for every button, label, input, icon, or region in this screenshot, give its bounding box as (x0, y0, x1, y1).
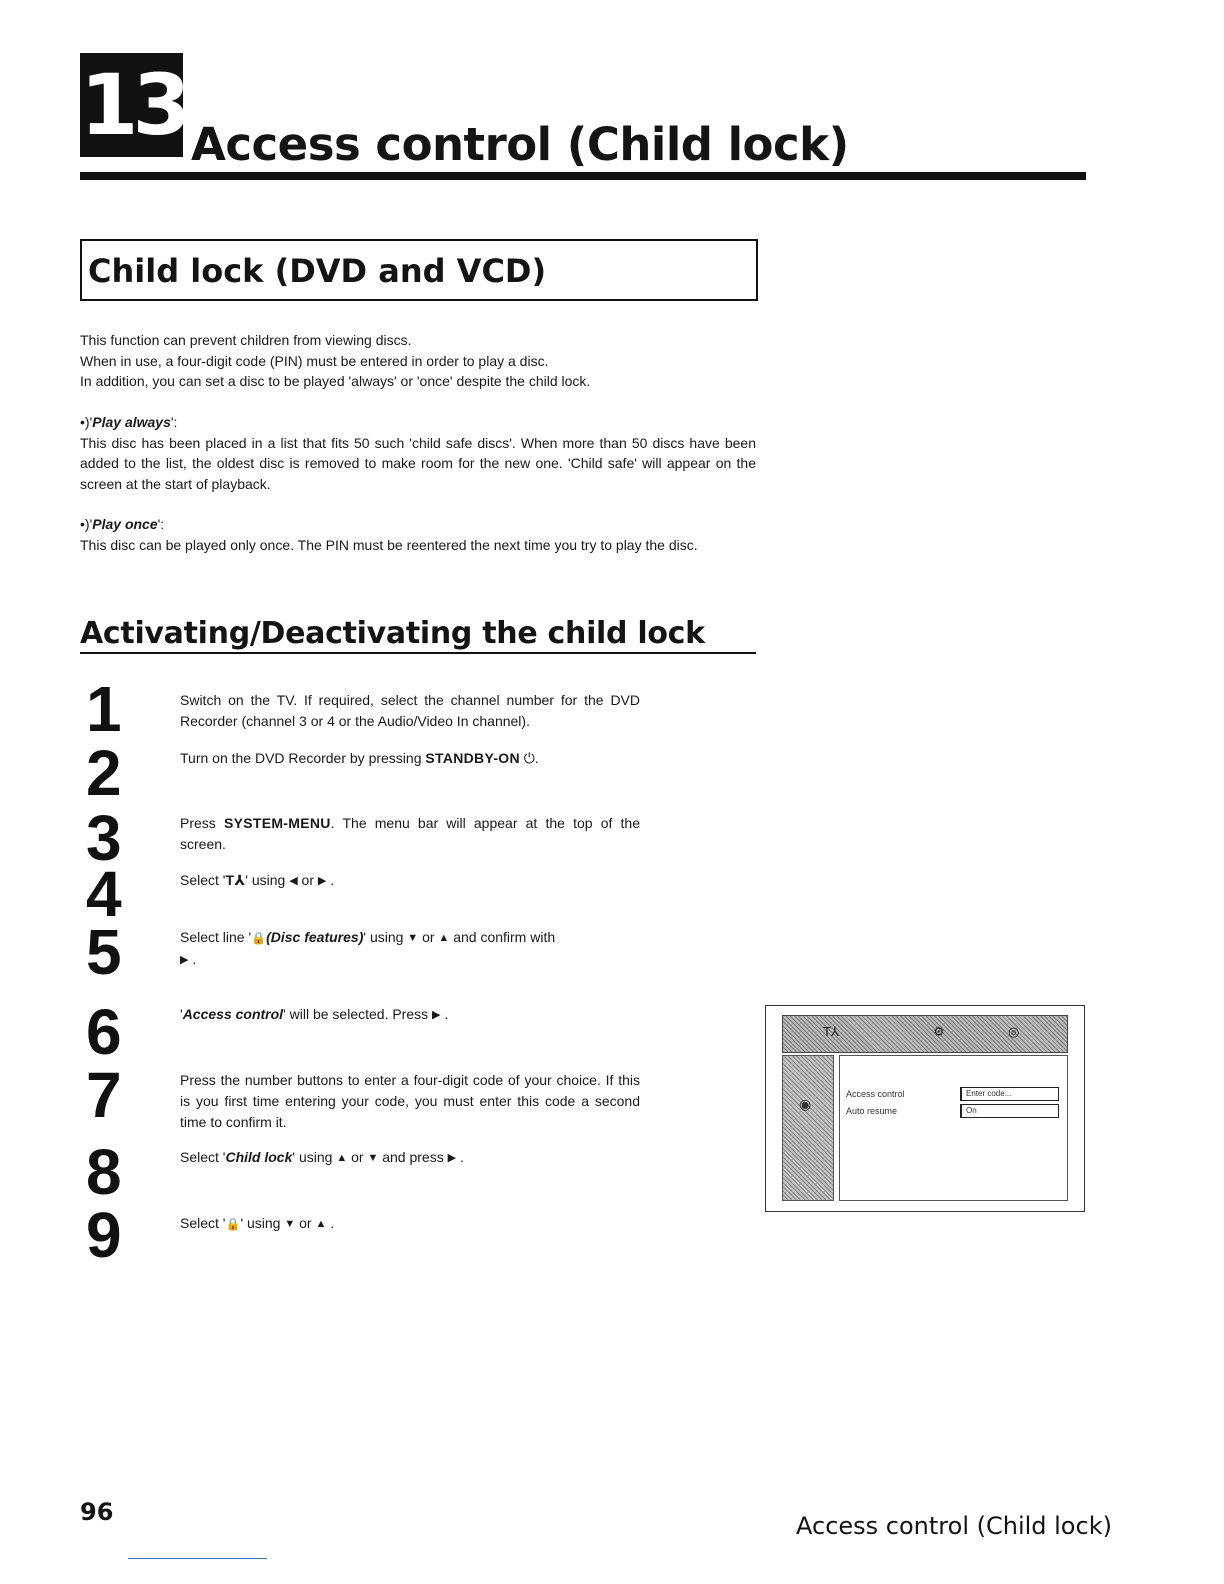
down-arrow-icon: ▼ (407, 932, 419, 944)
tools-icon: T⅄ (225, 872, 246, 888)
intro-line: This function can prevent children from viewing discs. (80, 332, 412, 348)
step-text-part: ' will be selected. Press (283, 1006, 433, 1022)
right-arrow-icon: ▶ (180, 954, 189, 966)
intro-paragraph (80, 330, 756, 392)
step-number: 5 (86, 916, 122, 988)
step-text (180, 870, 640, 892)
step-text-part: Select ' (180, 872, 226, 888)
disc-lock-icon: 🔒 (251, 931, 267, 945)
footer-link-line (128, 1558, 267, 1559)
step-text-part: or (295, 1215, 316, 1231)
screen-menu-bar (782, 1015, 1068, 1053)
step-text-part: and press (378, 1149, 448, 1165)
step-text (180, 1147, 640, 1169)
step-text-part: ' using (363, 929, 408, 945)
play-always-term: Play always (92, 414, 171, 430)
term-suffix: ': (170, 414, 178, 430)
menu-term: (Disc features) (266, 929, 364, 945)
step-text-part: Select line ' (180, 929, 252, 945)
step-text-part: ' using (292, 1149, 337, 1165)
step-text-part: Select ' (180, 1215, 226, 1231)
step-text (180, 1004, 640, 1026)
step-text-part: Turn on the DVD Recorder by pressing (180, 750, 426, 766)
disc-icon: ◎ (1008, 1024, 1020, 1039)
right-arrow-icon: ▶ (317, 875, 327, 887)
step-text-part: . (326, 872, 335, 888)
step-text: Press the number buttons to enter a four-digit code of your choice. If this is you first time entering your code, you must enter this code a second time to confirm it. (180, 1072, 640, 1130)
step-text-part: . (188, 951, 197, 967)
disc-lock-icon: ◉ (799, 1096, 812, 1112)
step-number: 2 (86, 737, 122, 809)
step-text-part: ' (180, 1006, 183, 1022)
right-arrow-icon: ▶ (432, 1009, 441, 1021)
step-text-part: . The menu bar will appear at the top of the screen. (180, 815, 640, 852)
tools-icon: T⅄ (823, 1024, 839, 1039)
power-icon: ⏻ (523, 750, 535, 766)
term-suffix: ': (157, 516, 165, 532)
menu-term: Child lock (225, 1149, 293, 1165)
step-number: 9 (86, 1199, 122, 1271)
chapter-rule (80, 172, 1086, 180)
play-once-term: Play once (92, 516, 158, 532)
chapter-title: Access control (Child lock) (191, 118, 849, 171)
screen-menu-panel (839, 1055, 1068, 1201)
screen-row-label: Access control (846, 1089, 905, 1099)
step-number: 4 (86, 858, 122, 930)
step-text-part: ' using (245, 872, 290, 888)
right-arrow-icon: ▶ (447, 1152, 457, 1164)
footer-title: Access control (Child lock) (796, 1512, 1112, 1540)
intro-line: When in use, a four-digit code (PIN) must be entered in order to play a disc. (80, 352, 549, 369)
menu-term: Access control (182, 1006, 284, 1022)
up-arrow-icon: ▲ (438, 932, 450, 944)
chapter-number-badge: 13 (80, 53, 183, 157)
step-text (180, 927, 640, 971)
section2-title: Activating/Deactivating the child lock (80, 616, 705, 651)
up-arrow-icon: ▲ (315, 1218, 327, 1230)
intro-line: In addition, you can set a disc to be played 'always' or 'once' despite the child lock. (80, 373, 591, 389)
lock-icon: 🔒 (225, 1217, 241, 1231)
play-always-heading (80, 412, 756, 433)
left-arrow-icon: ◀ (289, 875, 298, 887)
step-text-part: or (347, 1149, 368, 1165)
step-number: 6 (86, 996, 122, 1068)
play-once-heading (80, 514, 756, 535)
step-text-part: . (326, 1215, 335, 1231)
play-always-block (80, 412, 756, 494)
step-text-part: or (418, 929, 439, 945)
section2-rule (80, 652, 756, 654)
step-number: 1 (86, 673, 122, 745)
screen-row-value: On (960, 1104, 1059, 1118)
up-arrow-icon: ▲ (336, 1152, 348, 1164)
section-title: Child lock (DVD and VCD) (88, 252, 547, 290)
bullet-prefix: •)' (80, 414, 93, 430)
down-arrow-icon: ▼ (284, 1218, 296, 1230)
step-text (180, 813, 640, 855)
step-text (180, 1213, 640, 1235)
step-text: Switch on the TV. If required, select the channel number for the DVD Recorder (channel 3 or 4 or the Audio/Video In channel). (180, 692, 640, 729)
step-number: 3 (86, 802, 122, 874)
play-always-text: This disc has been placed in a list that fits 50 such 'child safe discs'. When more than 50 discs have been added to the list, the oldest disc is removed to make room for the new one. 'Child safe' will appear on the screen at the start of playback. (80, 434, 756, 492)
play-once-text: This disc can be played only once. The PIN must be reentered the next time you try to play the disc. (80, 536, 698, 553)
gear-icon: ⚙ (933, 1024, 945, 1039)
key-label: STANDBY-ON (425, 750, 520, 766)
key-label: SYSTEM-MENU (223, 815, 331, 831)
step-text-part: ' using (240, 1215, 285, 1231)
step-text (180, 748, 640, 769)
screen-row-value: Enter code... (960, 1087, 1059, 1101)
screen-row-label: Auto resume (846, 1106, 898, 1116)
step-number: 8 (86, 1136, 122, 1208)
step-text-part: . (440, 1006, 449, 1022)
step-text-part: . (534, 750, 539, 766)
step-text-part: . (456, 1149, 464, 1165)
bullet-prefix: •)' (80, 516, 93, 532)
step-text-part: or (297, 872, 318, 888)
step-text-part: Select ' (180, 1149, 226, 1165)
play-once-block (80, 514, 756, 555)
step-text-part: Press (180, 815, 224, 831)
screen-sidebar (782, 1055, 834, 1201)
down-arrow-icon: ▼ (367, 1152, 379, 1164)
step-text-part: and confirm with (449, 929, 556, 945)
page-number: 96 (80, 1498, 114, 1526)
step-number: 7 (86, 1059, 122, 1131)
